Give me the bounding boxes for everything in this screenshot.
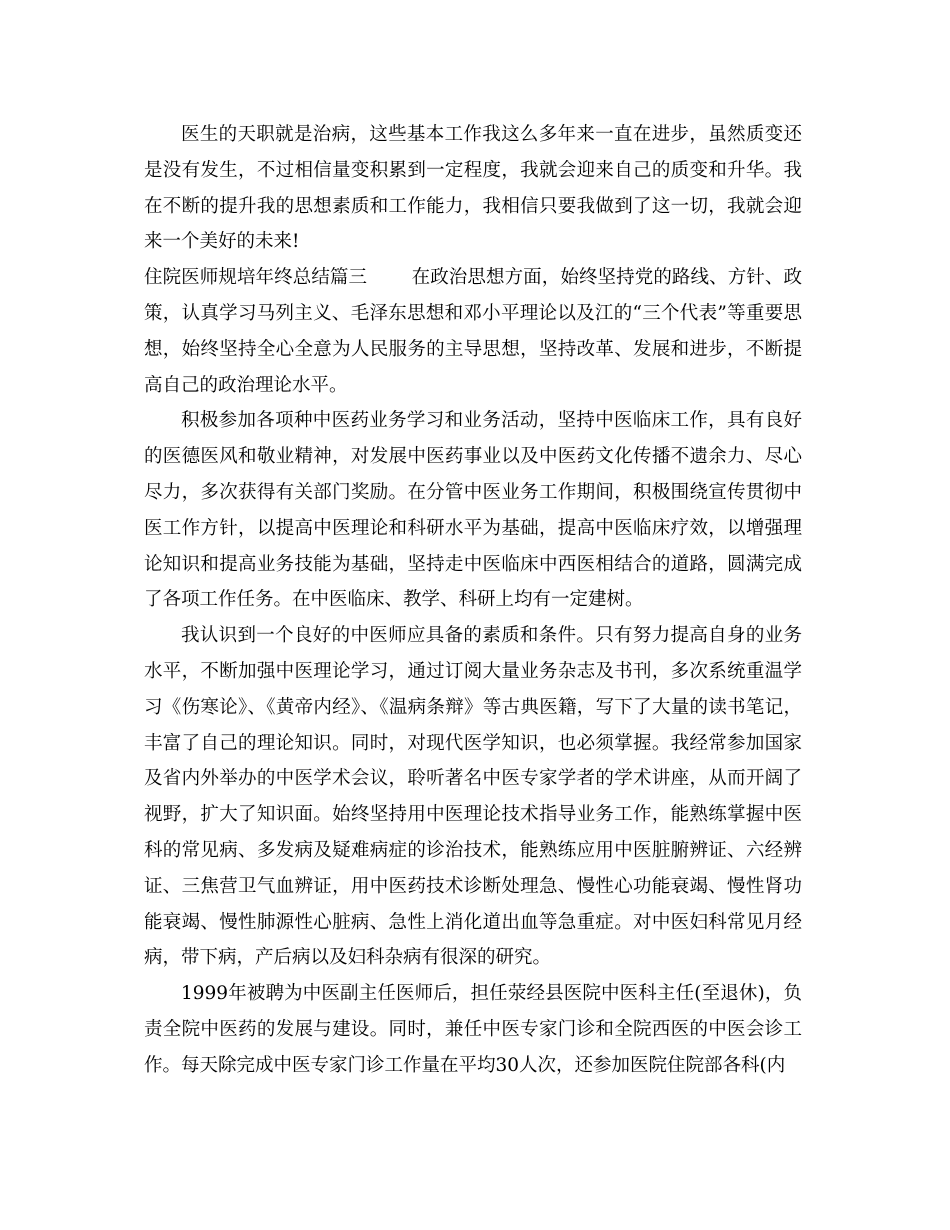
section-lead-text: 在政治思想方面，始终坚持党的路线、方针、政策，认真学习马列主义、毛泽东思想和邓小平理论以及江的“三个代表”等重要思想，始终坚持全心全意为人民服务的主导思想，坚持改革、发展和进步，不断提高自己的政治理论水平。 xyxy=(144,267,802,396)
section-heading: 住院医师规培年终总结篇三 xyxy=(144,267,368,289)
paragraph-body-3: 1999年被聘为中医副主任医师后，担任荥经县医院中医科主任(至退休)，负责全院中医药的发展与建设。同时，兼任中医专家门诊和全院西医的中医会诊工作。每天除完成中医专家门诊工作量在平均30人次，还参加医院住院部各科(内 xyxy=(144,983,802,1076)
paragraph-section-start xyxy=(144,260,802,403)
paragraph-body-2: 我认识到一个良好的中医师应具备的素质和条件。只有努力提高自身的业务水平，不断加强中医理论学习，通过订阅大量业务杂志及书刊，多次系统重温学习《伤寒论》、《黄帝内经》、《温病条辩》等古典医籍，写下了大量的读书笔记，丰富了自己的理论知识。同时，对现代医学知识，也必须掌握。我经常参加国家及省内外举办的中医学术会议，聆听著名中医专家学者的学术讲座，从而开阔了视野，扩大了知识面。始终坚持用中医理论技术指导业务工作，能熟练掌握中医科的常见病、多发病及疑难病症的诊治技术，能熟练应用中医脏腑辨证、六经辨证、三焦营卫气血辨证，用中医药技术诊断处理急、慢性心功能衰竭、慢性肾功能衰竭、慢性肺源性心脏病、急性上消化道出血等急重症。对中医妇科常见月经病，带下病，产后病以及妇科杂病有很深的研究。 xyxy=(144,625,802,969)
paragraph-intro: 医生的天职就是治病，这些基本工作我这么多年来一直在进步，虽然质变还是没有发生，不过相信量变积累到一定程度，我就会迎来自己的质变和升华。我在不断的提升我的思想素质和工作能力，我相信只要我做到了这一切，我就会迎来一个美好的未来! xyxy=(144,124,802,253)
paragraph-body-1: 积极参加各项种中医药业务学习和业务活动，坚持中医临床工作，具有良好的医德医风和敬业精神，对发展中医药事业以及中医药文化传播不遗余力、尽心尽力，多次获得有关部门奖励。在分管中医业务工作期间，积极围绕宣传贯彻中医工作方针，以提高中医理论和科研水平为基础，提高中医临床疗效，以增强理论知识和提高业务技能为基础，坚持走中医临床中西医相结合的道路，圆满完成了各项工作任务。在中医临床、教学、科研上均有一定建树。 xyxy=(144,410,802,611)
document-page xyxy=(144,117,802,1084)
